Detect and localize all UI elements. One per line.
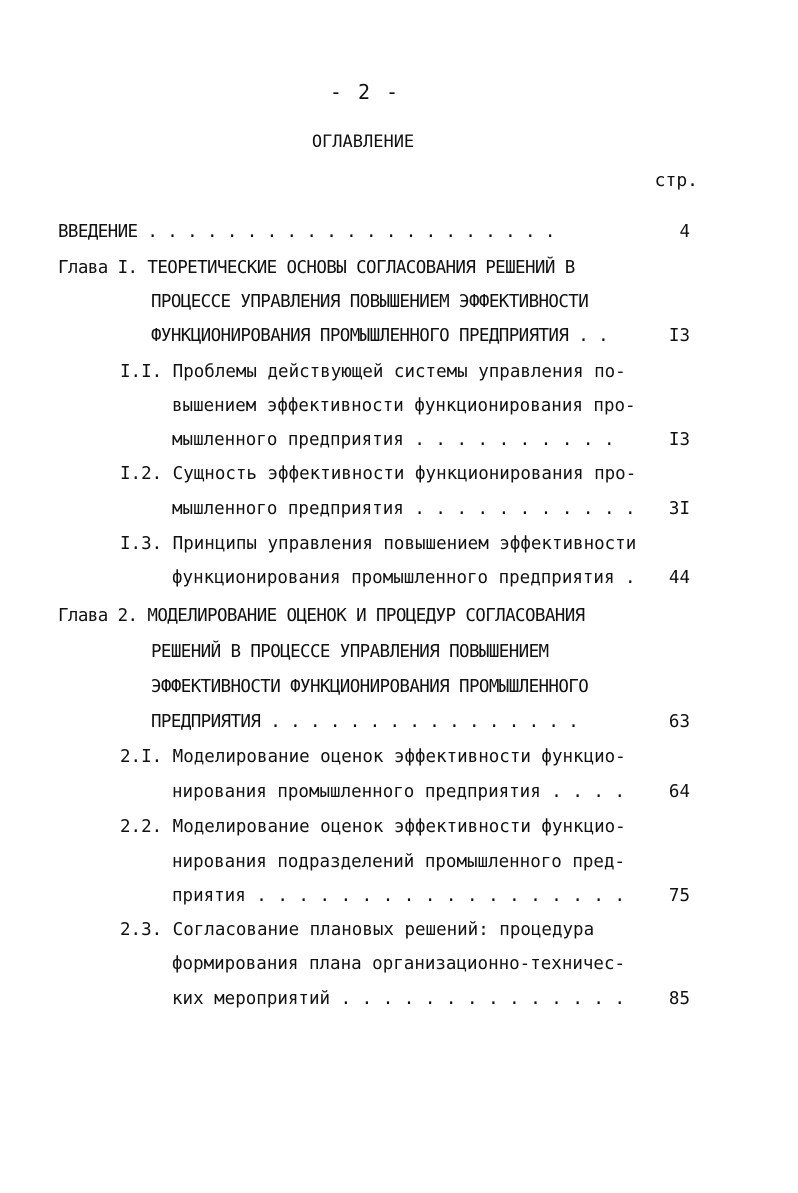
toc-page-number: I3 [668, 430, 690, 450]
toc-line: Глава I. ТЕОРЕТИЧЕСКИЕ ОСНОВЫ СОГЛАСОВАНИЯ РЕШЕНИЙ В [58, 258, 575, 278]
toc-page-number: 63 [668, 712, 690, 732]
toc-line: 2.I. Моделирование оценок эффективности функцио- [120, 747, 626, 767]
toc-line: приятия . . . . . . . . . . . . . . . . . . [172, 886, 626, 906]
toc-page-number: I3 [668, 326, 690, 346]
page-column-label: стр. [654, 170, 698, 191]
page-number: - 2 - [329, 80, 401, 104]
toc-line: 2.2. Моделирование оценок эффективности функцио- [120, 817, 626, 837]
page-title: ОГЛАВЛЕНИЕ [311, 132, 415, 152]
toc-line: ких мероприятий . . . . . . . . . . . . . . [172, 989, 626, 1009]
toc-page-number: 44 [668, 568, 690, 588]
toc-line: ПРЕДПРИЯТИЯ . . . . . . . . . . . . . . . . [151, 712, 579, 732]
toc-line: нирования подразделений промышленного пред- [172, 852, 626, 872]
toc-page-number: 3I [668, 499, 690, 519]
toc-line: ЭФФЕКТИВНОСТИ ФУНКЦИОНИРОВАНИЯ ПРОМЫШЛЕННОГО [151, 677, 589, 697]
toc-line: мышленного предприятия . . . . . . . . . . [172, 430, 615, 450]
toc-line: формирования плана организационно-техничес- [172, 954, 626, 974]
toc-line: мышленного предприятия . . . . . . . . . . . [172, 499, 636, 519]
toc-line: функционирования промышленного предприятия . [172, 568, 636, 588]
toc-page-number: 85 [668, 989, 690, 1009]
toc-page-number: 64 [668, 782, 690, 802]
toc-line: I.3. Принципы управления повышением эффективности [120, 534, 637, 554]
toc-page-number: 75 [668, 886, 690, 906]
toc-line: нирования промышленного предприятия . . . . [172, 782, 626, 802]
toc-line: ФУНКЦИОНИРОВАНИЯ ПРОМЫШЛЕННОГО ПРЕДПРИЯТИЯ . . [151, 326, 609, 346]
toc-line: вышением эффективности функционирования про- [172, 396, 636, 416]
toc-line: РЕШЕНИЙ В ПРОЦЕССЕ УПРАВЛЕНИЯ ПОВЫШЕНИЕМ [151, 642, 549, 662]
toc-line: 2.3. Согласование плановых решений: процедура [120, 920, 595, 940]
toc-line: I.2. Сущность эффективности функционирования про- [120, 464, 637, 484]
toc-line: Глава 2. МОДЕЛИРОВАНИЕ ОЦЕНОК И ПРОЦЕДУР СОГЛАСОВАНИЯ [58, 606, 585, 626]
toc-line: I.I. Проблемы действующей системы управления по- [120, 362, 626, 382]
toc-line: ВВЕДЕНИЕ . . . . . . . . . . . . . . . . . . . . . [58, 222, 555, 242]
toc-line: ПРОЦЕССЕ УПРАВЛЕНИЯ ПОВЫШЕНИЕМ ЭФФЕКТИВНОСТИ [151, 292, 589, 312]
toc-page-number: 4 [679, 222, 690, 242]
